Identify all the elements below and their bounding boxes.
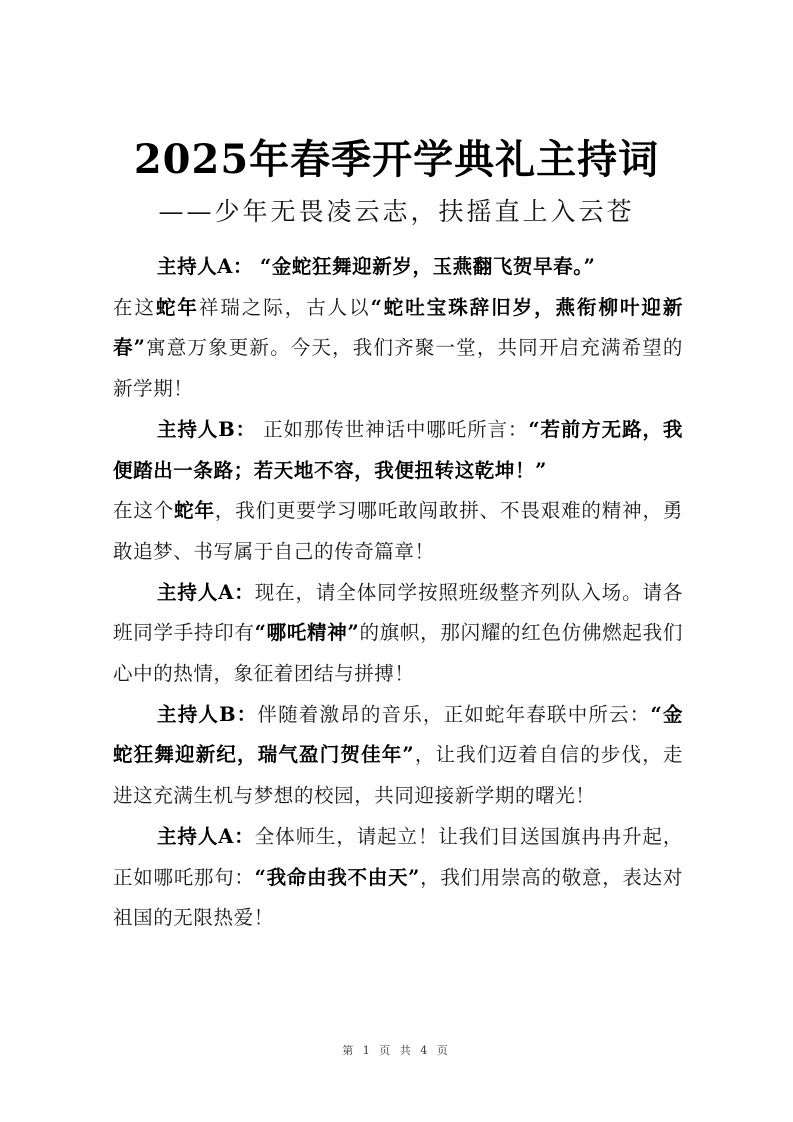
- paragraph: [113, 491, 683, 572]
- paragraph: [113, 573, 683, 695]
- paragraph: [113, 410, 683, 491]
- document-subtitle: ——少年无畏凌云志，扶摇直上入云苍: [158, 197, 635, 226]
- bold-text-run: “哪吒精神”: [254, 621, 360, 645]
- text-run: ，我们更要学习哪吒敢闯敢拼、不畏艰难的精神，勇敢追梦、书写属于自己的传奇篇章！: [113, 499, 683, 563]
- bold-text-run: 主持人B：: [157, 417, 256, 441]
- bold-text-run: 主持人A：: [157, 824, 255, 848]
- bold-text-run: 蛇年: [155, 295, 199, 319]
- text-run: 在这: [113, 295, 156, 319]
- bold-text-run: 主持人A：: [157, 255, 254, 278]
- text-run: ，让我们迈着自信的步伐，走进这充满生机与梦想的校园，共同迎接新学期的曙光！: [113, 743, 683, 808]
- text-run: 正如那传世神话中哪吒所言：: [256, 417, 529, 441]
- bold-text-run: 主持人B：: [157, 702, 258, 726]
- text-run: 寓意万象更新。今天，我们齐聚一堂，共同开启充满希望的新学期！: [113, 336, 683, 401]
- text-run: 在这个: [113, 499, 175, 523]
- paragraph: [113, 288, 683, 410]
- bold-text-run: “我命由我不由天”: [254, 865, 420, 889]
- text-run: [253, 255, 260, 278]
- bold-text-run: “若前方无路，我便踏出一条路；若天地不容，我便扭转这乾坤！”: [113, 417, 683, 482]
- text-run: 现在，请全体同学按照班级整齐列队入场。请各班同学手持印有: [113, 580, 683, 645]
- bold-text-run: “蛇吐宝珠辞旧岁，燕衔柳叶迎新春”: [113, 295, 683, 360]
- paragraph: [113, 247, 683, 288]
- paragraph: [113, 817, 683, 939]
- bold-text-run: 主持人A：: [157, 580, 255, 604]
- text-run: 祥瑞之际，古人以: [198, 295, 371, 319]
- text-run: 的旗帜，那闪耀的红色仿佛燃起我们心中的热情，象征着团结与拼搏！: [113, 621, 683, 686]
- document-body: [113, 247, 683, 939]
- page-number-footer: 第 1 页 共 4 页: [342, 1044, 451, 1057]
- paragraph: [113, 695, 683, 817]
- bold-text-run: “金蛇狂舞迎新纪，瑞气盈门贺佳年”: [113, 702, 683, 767]
- document-title: 2025年春季开学典礼主持词: [133, 136, 660, 183]
- text-run: 伴随着激昂的音乐，正如蛇年春联中所云：: [257, 702, 651, 726]
- text-run: 全体师生，请起立！让我们目送国旗冉冉升起，正如哪吒那句：: [113, 824, 683, 889]
- bold-text-run: “金蛇狂舞迎新岁，玉燕翻飞贺早春。”: [259, 255, 596, 278]
- text-run: ，我们用崇高的敬意，表达对祖国的无限热爱！: [113, 865, 683, 930]
- bold-text-run: 蛇年: [174, 499, 215, 523]
